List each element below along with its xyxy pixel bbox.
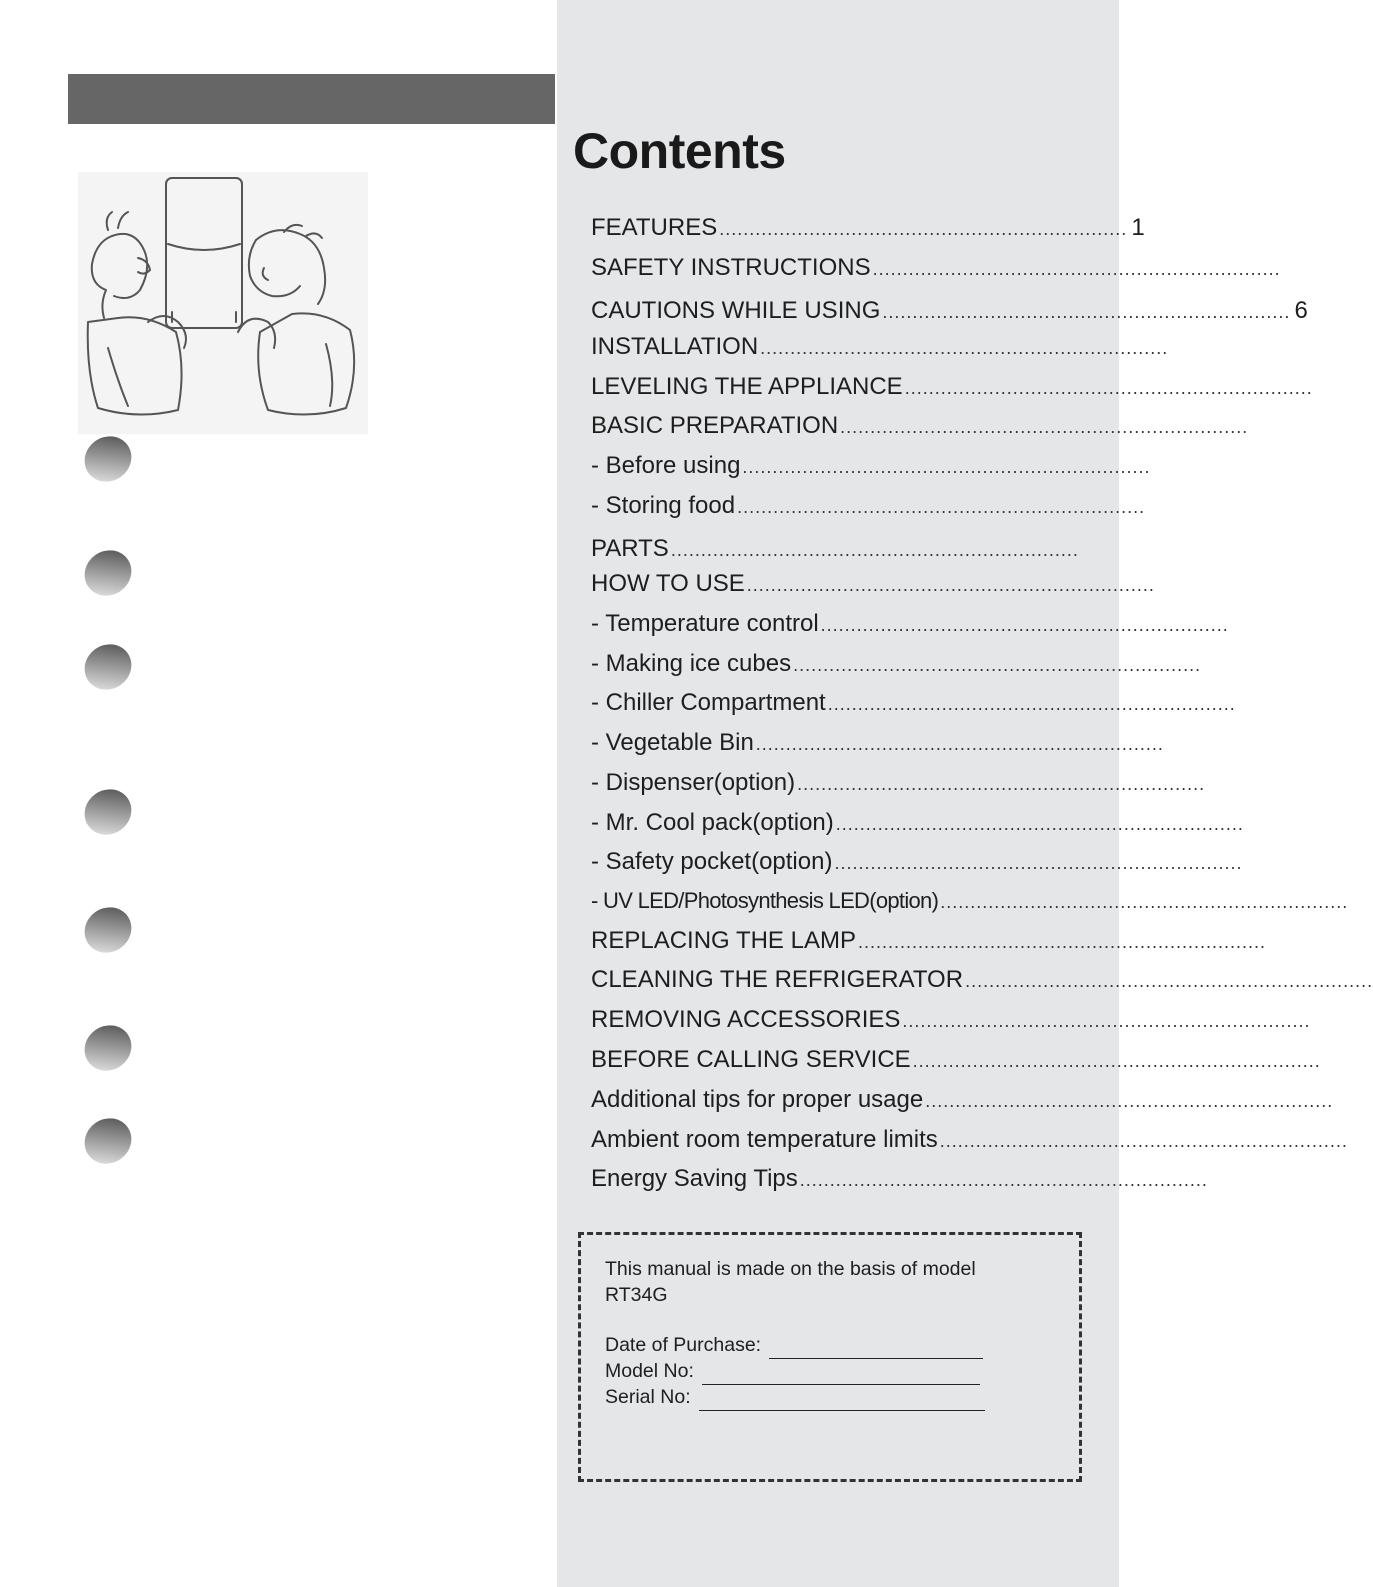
model-info-box xyxy=(578,1232,1082,1482)
toc-entry[interactable]: FEATURES .................................................................... 1 xyxy=(591,214,1041,242)
toc-entry-label: - Before using xyxy=(591,452,741,479)
toc-entry[interactable]: - Mr. Cool pack(option) .................................................................... xyxy=(591,809,1244,836)
toc-entry-label: HOW TO USE xyxy=(591,570,745,597)
toc-entry-label: - UV LED/Photosynthesis LED(option) xyxy=(591,888,939,913)
model-no-field[interactable] xyxy=(605,1359,1059,1385)
toc-entry[interactable]: SAFETY INSTRUCTIONS .................................................................... xyxy=(591,254,1281,281)
toc-entry-label: Ambient room temperature limits xyxy=(591,1126,938,1153)
section-bullet-icon xyxy=(82,904,134,956)
serial-no-field[interactable] xyxy=(605,1385,1059,1411)
toc-entry-label: BEFORE CALLING SERVICE xyxy=(591,1046,911,1073)
toc-entry[interactable]: Energy Saving Tips .................................................................... xyxy=(591,1165,1208,1192)
toc-entry[interactable]: - Before using .................................................................... xyxy=(591,452,1151,479)
model-no-blank[interactable] xyxy=(702,1366,980,1385)
section-bullet-icon xyxy=(82,786,134,838)
toc-entry-label: - Mr. Cool pack(option) xyxy=(591,809,834,836)
section-bullet-icon xyxy=(82,433,134,485)
toc-entry[interactable]: - Storing food .................................................................... xyxy=(591,492,1146,519)
serial-no-blank[interactable] xyxy=(699,1392,985,1411)
toc-entry-page: 1 xyxy=(1131,214,1145,241)
toc-entry-label: - Storing food xyxy=(591,492,736,519)
date-of-purchase-blank[interactable] xyxy=(769,1340,983,1359)
header-bar xyxy=(68,74,555,124)
toc-entry[interactable]: CLEANING THE REFRIGERATOR .................................................................... xyxy=(591,966,1373,993)
toc-entry[interactable]: REMOVING ACCESSORIES .................................................................... xyxy=(591,1006,1311,1033)
date-of-purchase-field[interactable] xyxy=(605,1333,1059,1359)
toc-entry-label: LEVELING THE APPLIANCE xyxy=(591,373,903,400)
toc-entry[interactable]: - Dispenser(option) .................................................................... xyxy=(591,769,1206,796)
toc-entry[interactable]: - Vegetable Bin .................................................................... xyxy=(591,729,1164,756)
date-of-purchase-label: Date of Purchase: xyxy=(605,1333,762,1356)
toc-entry[interactable]: - Making ice cubes .................................................................... xyxy=(591,650,1202,677)
toc-entry[interactable]: Additional tips for proper usage .................................................................... xyxy=(591,1086,1334,1113)
toc-entry-label: - Temperature control xyxy=(591,610,819,637)
model-basis-model: RT34G xyxy=(605,1283,668,1306)
toc-entry-label: CAUTIONS WHILE USING xyxy=(591,297,881,324)
toc-entry-label: - Making ice cubes xyxy=(591,650,792,677)
toc-entry-label: REPLACING THE LAMP xyxy=(591,927,856,954)
model-basis-note: This manual is made on the basis of model xyxy=(605,1258,976,1280)
toc-entry-label: Energy Saving Tips xyxy=(591,1165,798,1192)
toc-entry[interactable]: REPLACING THE LAMP .................................................................... xyxy=(591,927,1267,954)
toc-entry-page: 6 xyxy=(1294,297,1308,324)
toc-entry-label: CLEANING THE REFRIGERATOR xyxy=(591,966,964,993)
page-title: Contents xyxy=(573,123,786,179)
toc-entry[interactable]: - Chiller Compartment .................................................................... xyxy=(591,689,1236,716)
toc-entry-label: REMOVING ACCESSORIES xyxy=(591,1006,901,1033)
toc-entry[interactable]: - Temperature control .................................................................... xyxy=(591,610,1229,637)
section-bullet-icon xyxy=(82,1115,134,1167)
toc-entry[interactable]: PARTS .................................................................... xyxy=(591,535,1079,562)
spacer xyxy=(605,1309,1059,1333)
toc-entry[interactable]: CAUTIONS WHILE USING .................................................................... 6 xyxy=(591,297,1041,325)
toc-entry-label: INSTALLATION xyxy=(591,333,759,360)
toc-entry[interactable]: BASIC PREPARATION .................................................................... xyxy=(591,412,1249,439)
serial-no-label: Serial No: xyxy=(605,1385,691,1408)
toc-entry[interactable]: INSTALLATION .................................................................... xyxy=(591,333,1169,360)
toc-entry[interactable]: - Safety pocket(option) .................................................................... xyxy=(591,848,1243,875)
toc-entry[interactable]: LEVELING THE APPLIANCE .................................................................... xyxy=(591,373,1313,400)
toc-entry-label: SAFETY INSTRUCTIONS xyxy=(591,254,871,281)
toc-entry[interactable]: Ambient room temperature limits .................................................................... xyxy=(591,1126,1348,1153)
section-bullet-icon xyxy=(82,547,134,599)
toc-entry-label: - Chiller Compartment xyxy=(591,689,826,716)
toc-entry[interactable]: - UV LED/Photosynthesis LED(option) .................................................................... xyxy=(591,888,1349,913)
model-no-label: Model No: xyxy=(605,1359,694,1382)
toc-entry-label: - Dispenser(option) xyxy=(591,769,796,796)
toc-entry-label: - Safety pocket(option) xyxy=(591,848,833,875)
toc-entry-label: BASIC PREPARATION xyxy=(591,412,839,439)
toc-entry-label: FEATURES xyxy=(591,214,718,241)
toc-entry[interactable]: BEFORE CALLING SERVICE .................................................................... xyxy=(591,1046,1321,1073)
section-bullet-icon xyxy=(82,1022,134,1074)
toc-entry[interactable]: HOW TO USE .................................................................... xyxy=(591,570,1155,597)
toc-entry-label: PARTS xyxy=(591,535,669,562)
toc-entry-label: - Vegetable Bin xyxy=(591,729,754,756)
couple-with-refrigerator-illustration xyxy=(78,172,368,434)
toc-entry-label: Additional tips for proper usage xyxy=(591,1086,924,1113)
section-bullet-icon xyxy=(82,641,134,693)
